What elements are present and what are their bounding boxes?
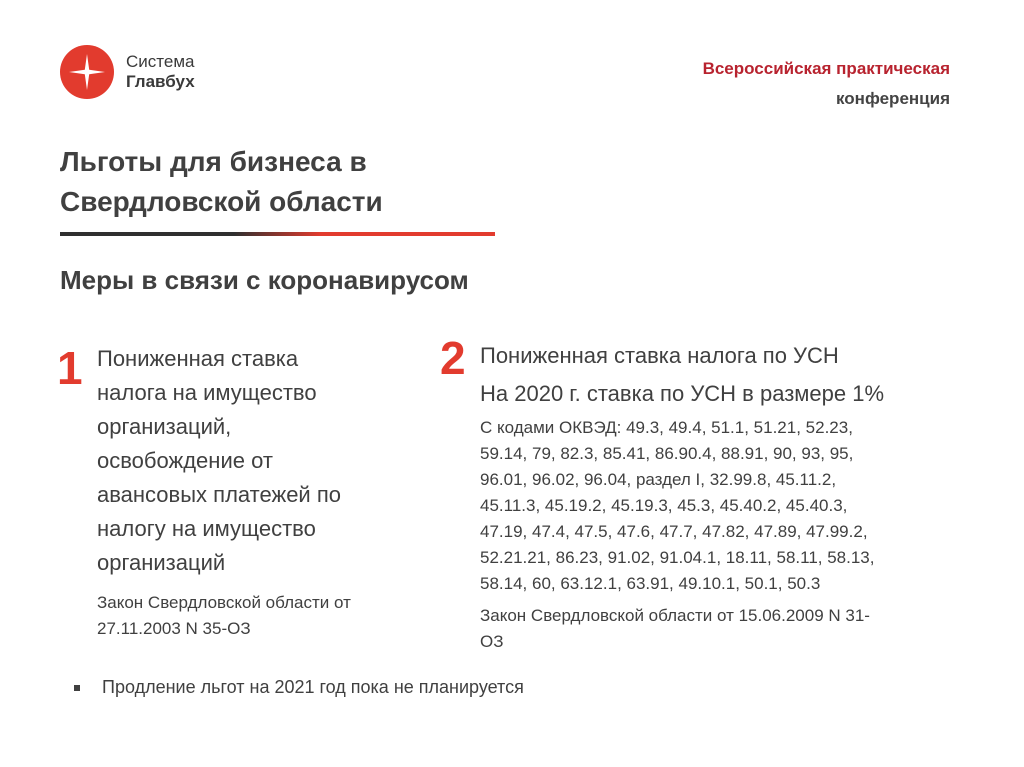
conference-label-line2: конференция (836, 89, 950, 108)
slide-title: Льготы для бизнеса в Свердловской области (60, 146, 383, 217)
brand-name-line2: Главбух (126, 72, 195, 91)
benefit-item-1 (97, 342, 437, 642)
item-number-2: 2 (440, 332, 466, 384)
note-text: Продление льгот на 2021 год пока не планируется (102, 677, 524, 697)
item-number-1: 1 (57, 342, 83, 394)
benefit-item-2-rate: На 2020 г. ставка по УСН в размере 1% (480, 381, 885, 406)
benefit-item-2-okved-codes: С кодами ОКВЭД: 49.3, 49.4, 51.1, 51.21, 52.23, 59.14, 79, 82.3, 85.41, 86.90.4, 88.91, 90, 93, 95, 96.01, 96.02, 96.04, раздел I, 32.99.8, 45.11.2, 45.11.3, 45.19.2, 45.19.3, 45.3, 45.40.2, 45.40.3, 47.19, 47.4, 47.5, 47.6, 47.7, 47.82, 47.89, 47.99.2, 52.21.21, 86.23, 91.02, 91.04.1, 18.11, 58.11, 58.13, 58.14, 60, 63.12.1, 63.91, 49.10.1, 50.1, 50.3 (480, 418, 875, 593)
square-bullet-icon (74, 685, 80, 691)
note-bullet-item (74, 677, 524, 698)
benefit-item-1-law: Закон Свердловской области от 27.11.2003 N 35-ОЗ (97, 593, 351, 638)
benefit-item-1-heading: Пониженная ставка налога на имущество организаций, освобождение от авансовых платежей по налогу на имущество организаций (97, 346, 341, 575)
brand-logo (60, 45, 195, 99)
benefit-item-2 (480, 337, 990, 655)
benefit-item-2-law: Закон Свердловской области от 15.06.2009 N 31- ОЗ (480, 606, 870, 651)
conference-label-line1: Всероссийская практическая (702, 59, 950, 78)
conference-label (703, 54, 950, 114)
brand-name (126, 52, 195, 92)
brand-name-line1: Система (126, 52, 195, 71)
benefit-item-2-heading: Пониженная ставка налога по УСН (480, 343, 839, 368)
slide-subtitle: Меры в связи с коронавирусом (60, 265, 469, 295)
sistema-glavbukh-logo-icon (60, 45, 114, 99)
title-divider (60, 232, 495, 236)
